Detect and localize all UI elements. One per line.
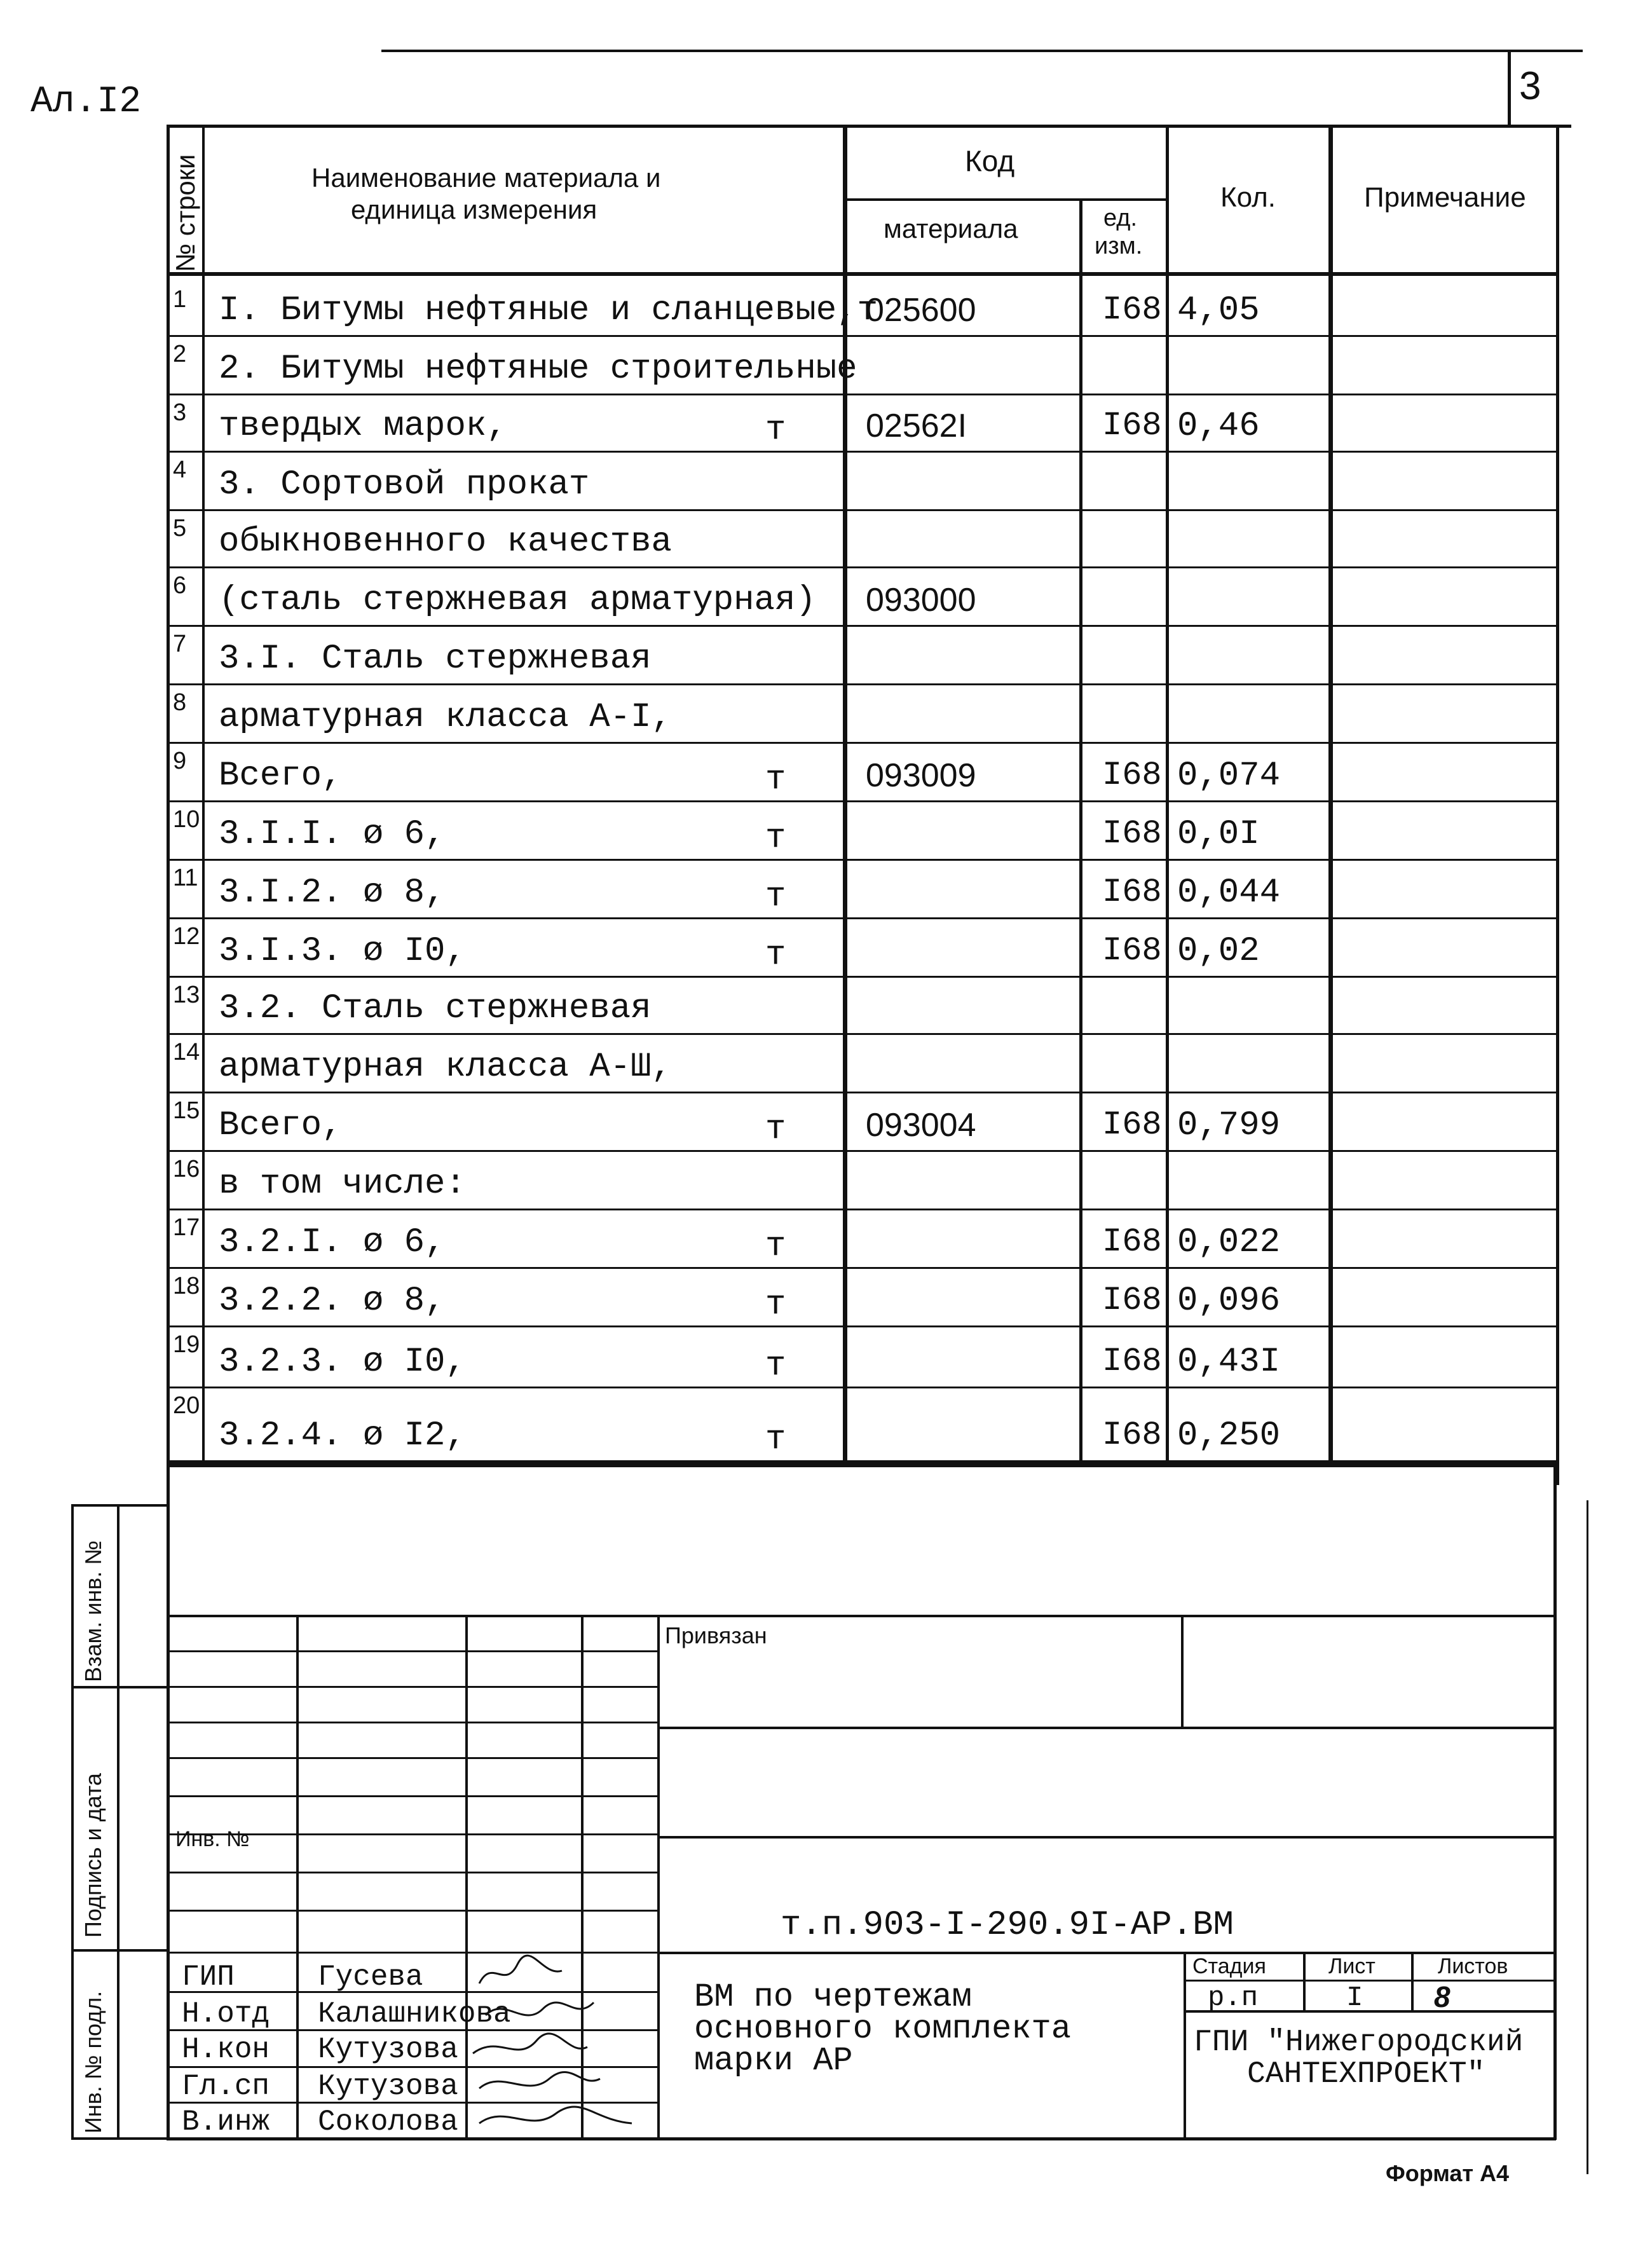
- row-divider: [167, 1209, 1559, 1210]
- row-unit: т: [765, 1346, 786, 1385]
- sheets-label: Листов: [1438, 1954, 1508, 1978]
- sheet-tag: Ал.I2: [31, 81, 142, 123]
- row-divider: [167, 800, 1559, 802]
- doc-title-3: марки АР: [694, 2042, 853, 2079]
- row-divider: [167, 625, 1559, 627]
- header-qty: Кол.: [1220, 182, 1276, 213]
- row-qty: 0,0I: [1177, 815, 1260, 854]
- row-name: 3.I. Сталь стержневая: [219, 640, 652, 678]
- row-number: 13: [173, 982, 200, 1008]
- sheets-value: 8: [1434, 1980, 1451, 2013]
- row-number: 8: [173, 689, 187, 716]
- row-number: 12: [173, 923, 200, 950]
- row-divider: [167, 976, 1559, 978]
- staff-name: Калашникова: [318, 1997, 511, 2030]
- row-number: 4: [173, 456, 187, 483]
- side-label-inv-podl: Инв. № подл.: [80, 1990, 106, 2133]
- stage-label: Стадия: [1192, 1954, 1266, 1978]
- row-code: 02562I: [866, 407, 967, 444]
- row-name: арматурная класса А-Ш,: [219, 1048, 672, 1086]
- row-qty: 4,05: [1177, 291, 1260, 330]
- row-number: 14: [173, 1039, 200, 1065]
- staff-role: ГИП: [182, 1961, 235, 1994]
- side-label-vzam-inv: Взам. инв. №: [80, 1540, 106, 1682]
- row-divider: [167, 1092, 1559, 1093]
- side-label-podpis-data: Подпись и дата: [80, 1773, 106, 1938]
- header-name-1: Наименование материала и: [311, 163, 661, 193]
- org-line-2: САНТЕХПРОЕКТ": [1247, 2057, 1485, 2092]
- header-unit-1: ед.: [1103, 205, 1138, 231]
- row-divider: [167, 859, 1559, 861]
- row-name: (сталь стержневая арматурная): [219, 581, 816, 620]
- row-name: арматурная класса А-I,: [219, 698, 672, 737]
- row-number: 18: [173, 1273, 200, 1299]
- row-number: 19: [173, 1331, 200, 1358]
- row-uom: I68: [1102, 815, 1162, 853]
- row-name: в том числе:: [219, 1165, 466, 1203]
- row-number: 7: [173, 631, 187, 657]
- staff-role: Н.кон: [182, 2033, 270, 2066]
- row-number: 20: [173, 1392, 200, 1419]
- row-name: Всего,: [219, 1106, 343, 1145]
- row-unit: т: [765, 760, 786, 799]
- staff-name: Гусева: [318, 1961, 423, 1994]
- row-unit: т: [765, 1227, 786, 1266]
- stage-value: р.п: [1208, 1982, 1259, 2014]
- row-name: твердых марок,: [219, 407, 507, 446]
- doc-code: т.п.903-I-290.9I-АР.ВМ: [781, 1906, 1234, 1945]
- row-divider: [167, 451, 1559, 453]
- row-code: 093004: [866, 1107, 976, 1144]
- row-name: 3.I.2. ø 8,: [219, 873, 446, 912]
- privyazan-label: Привязан: [665, 1622, 767, 1648]
- row-uom: I68: [1102, 1282, 1162, 1319]
- row-name: Всего,: [219, 757, 343, 795]
- header-code: Код: [965, 144, 1015, 177]
- row-uom: I68: [1102, 407, 1162, 444]
- col-sep-code: [1079, 198, 1082, 1466]
- row-unit: т: [765, 936, 786, 975]
- row-divider: [167, 1033, 1559, 1035]
- row-name: 3. Сортовой прокат: [219, 465, 590, 504]
- row-divider: [167, 1150, 1559, 1152]
- row-unit: т: [765, 819, 786, 858]
- row-divider: [167, 1267, 1559, 1269]
- staff-name: Кутузова: [318, 2070, 458, 2103]
- row-unit: т: [765, 1285, 786, 1324]
- row-name: 3.I.I. ø 6,: [219, 815, 446, 854]
- format-label: Формат А4: [1386, 2160, 1510, 2186]
- row-uom: I68: [1102, 757, 1162, 794]
- row-uom: I68: [1102, 291, 1162, 329]
- header-unit-2: изм.: [1095, 233, 1143, 259]
- org-line-1: ГПИ "Нижегородский: [1194, 2025, 1524, 2060]
- row-number: 2: [173, 341, 187, 367]
- header-name-2: единица измерения: [351, 195, 597, 224]
- row-divider: [167, 335, 1559, 337]
- row-number: 9: [173, 748, 187, 774]
- row-number: 10: [173, 806, 200, 833]
- row-uom: I68: [1102, 1416, 1162, 1454]
- row-name: I. Битумы нефтяные и сланцевые,т: [219, 291, 878, 330]
- row-name: 3.2.I. ø 6,: [219, 1223, 446, 1262]
- row-name: 2. Битумы нефтяные строительные: [219, 350, 857, 388]
- page-number: 3: [1519, 64, 1541, 108]
- row-uom: I68: [1102, 1223, 1162, 1261]
- staff-name: Кутузова: [318, 2033, 458, 2066]
- row-name: обыкновенного качества: [219, 523, 672, 561]
- row-qty: 0,43I: [1177, 1343, 1281, 1381]
- row-divider: [167, 509, 1559, 511]
- doc-title-2: основного комплекта: [694, 2010, 1071, 2048]
- row-code: 093009: [866, 757, 976, 794]
- row-divider: [167, 683, 1559, 685]
- signatures: [467, 1952, 695, 2142]
- header-row-no: № строки: [170, 154, 200, 272]
- row-uom: I68: [1102, 873, 1162, 911]
- sheet-value: I: [1346, 1982, 1363, 2014]
- row-name: 3.2.2. ø 8,: [219, 1282, 446, 1320]
- row-qty: 0,799: [1177, 1106, 1281, 1145]
- row-number: 1: [173, 286, 187, 313]
- col-sep-uom: [1166, 125, 1169, 1466]
- row-number: 17: [173, 1214, 200, 1241]
- row-number: 5: [173, 515, 187, 542]
- row-number: 11: [173, 865, 198, 891]
- row-code: 025600: [866, 292, 976, 329]
- row-divider: [167, 394, 1559, 395]
- doc-title-1: ВМ по чертежам: [694, 1978, 972, 2016]
- row-qty: 0,096: [1177, 1282, 1281, 1320]
- row-divider: [167, 1387, 1559, 1388]
- row-unit: т: [765, 1420, 786, 1459]
- row-code: 093000: [866, 582, 976, 619]
- row-qty: 0,250: [1177, 1416, 1281, 1455]
- inv-no-label: Инв. №: [175, 1827, 250, 1851]
- row-uom: I68: [1102, 1106, 1162, 1144]
- row-unit: т: [765, 411, 786, 449]
- row-number: 15: [173, 1097, 200, 1124]
- row-divider: [167, 917, 1559, 919]
- row-divider: [167, 566, 1559, 568]
- row-qty: 0,074: [1177, 757, 1281, 795]
- row-qty: 0,02: [1177, 932, 1260, 971]
- header-material: материала: [884, 214, 1018, 243]
- staff-role: Гл.сп: [182, 2070, 270, 2103]
- row-divider: [167, 742, 1559, 744]
- header-note: Примечание: [1364, 182, 1526, 213]
- staff-role: Н.отд: [182, 1997, 270, 2030]
- col-sep-rownum: [202, 125, 205, 1466]
- row-number: 16: [173, 1156, 200, 1182]
- row-qty: 0,022: [1177, 1223, 1281, 1262]
- staff-name: Соколова: [318, 2106, 458, 2139]
- row-uom: I68: [1102, 932, 1162, 969]
- row-number: 3: [173, 399, 187, 426]
- sheet-label: Лист: [1328, 1954, 1376, 1978]
- row-divider: [167, 1325, 1559, 1327]
- row-unit: т: [765, 1110, 786, 1149]
- row-name: 3.2. Сталь стержневая: [219, 989, 652, 1028]
- row-unit: т: [765, 877, 786, 916]
- row-name: 3.2.3. ø I0,: [219, 1343, 466, 1381]
- col-sep-qty: [1328, 125, 1333, 1466]
- row-name: 3.I.3. ø I0,: [219, 932, 466, 971]
- row-name: 3.2.4. ø I2,: [219, 1416, 466, 1455]
- row-number: 6: [173, 572, 187, 599]
- row-uom: I68: [1102, 1343, 1162, 1380]
- row-qty: 0,044: [1177, 873, 1281, 912]
- row-qty: 0,46: [1177, 407, 1260, 446]
- staff-role: В.инж: [182, 2106, 270, 2139]
